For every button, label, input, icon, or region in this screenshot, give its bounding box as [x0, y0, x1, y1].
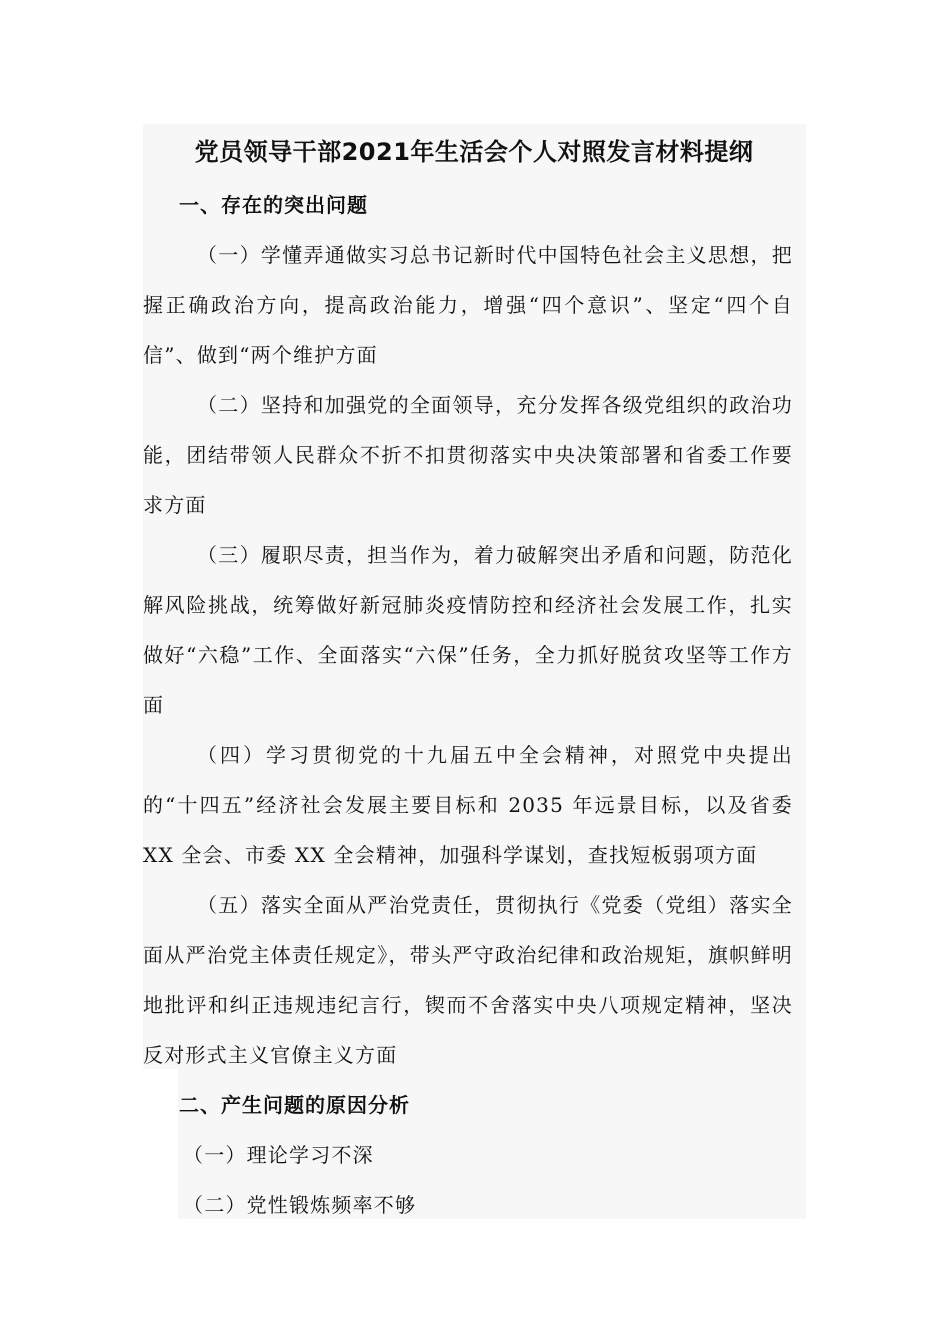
cause-item-2: （二）党性锻炼频率不够 — [183, 1193, 417, 1217]
paragraph-problem-4: （四）学习贯彻党的十九届五中全会精神，对照党中央提出的“十四五”经济社会发展主要目标和 2035 年远景目标，以及省委 XX 全会、市委 XX 全会精神，加强科学谋划，查找短板弱项方面 — [143, 743, 793, 867]
document-page — [143, 124, 793, 1230]
document-title: 党员领导干部2021年生活会个人对照发言材料提纲 — [194, 138, 754, 166]
paragraph-problem-2: （二）坚持和加强党的全面领导，充分发挥各级党组织的政治功能，团结带领人民群众不折不扣贯彻落实中央决策部署和省委工作要求方面 — [143, 393, 793, 517]
section-heading-causes: 二、产生问题的原因分析 — [179, 1093, 410, 1117]
section-heading-problems: 一、存在的突出问题 — [179, 193, 368, 217]
paragraph-problem-5: （五）落实全面从严治党责任，贯彻执行《党委（党组）落实全面从严治党主体责任规定》，带头严守政治纪律和政治规矩，旗帜鲜明地批评和纠正违规违纪言行，锲而不舍落实中央八项规定精神，坚决反对形式主义官僚主义方面 — [143, 893, 793, 1067]
paragraph-problem-3: （三）履职尽责，担当作为，着力破解突出矛盾和问题，防范化解风险挑战，统筹做好新冠肺炎疫情防控和经济社会发展工作，扎实做好“六稳”工作、全面落实“六保”任务，全力抓好脱贫攻坚等工作方面 — [143, 543, 793, 717]
paragraph-problem-1: （一）学懂弄通做实习总书记新时代中国特色社会主义思想，把握正确政治方向，提高政治能力，增强“四个意识”、坚定“四个自信”、做到“两个维护方面 — [143, 243, 793, 367]
cause-item-1: （一）理论学习不深 — [183, 1143, 374, 1167]
